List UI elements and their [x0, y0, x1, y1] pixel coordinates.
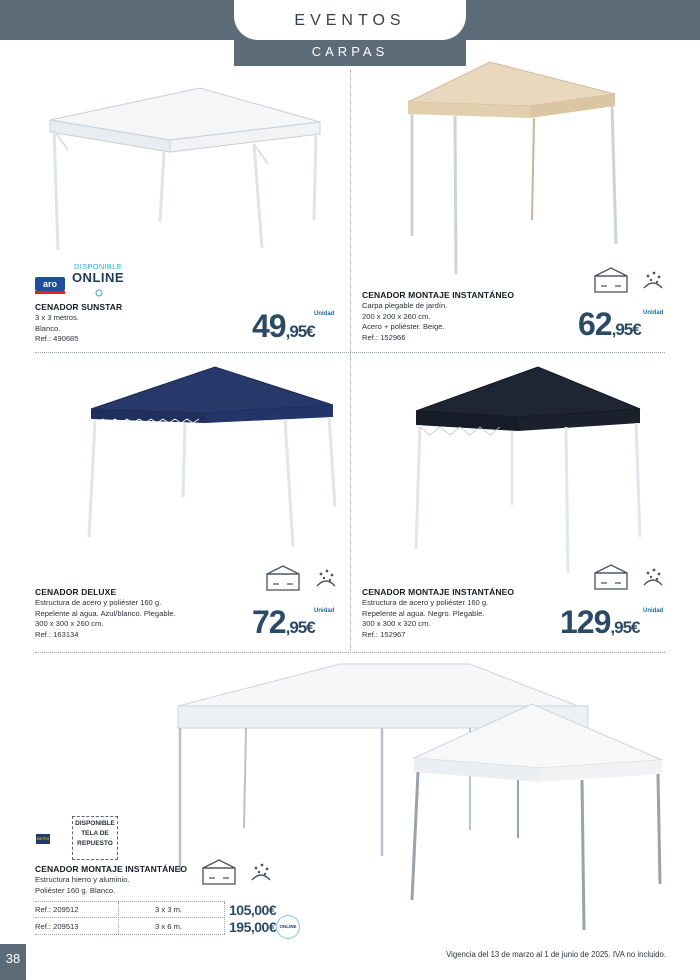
product-price — [252, 308, 315, 345]
desc-line: Estructura de acero y poliéster 160 g. — [362, 598, 489, 607]
product-desc — [35, 875, 130, 896]
pin-icon — [94, 289, 104, 297]
price-decimal: ,95€ — [285, 322, 315, 341]
price-decimal: ,95€ — [610, 618, 640, 637]
table-rule — [35, 901, 225, 902]
product-name: CENADOR SUNSTAR — [35, 302, 123, 312]
product-price — [252, 604, 315, 641]
online-badge — [70, 262, 126, 284]
product-desc — [35, 598, 176, 640]
desc-line: Repelente al agua. Negro. Plegable. — [362, 608, 485, 618]
gazebo-black-image — [408, 365, 648, 577]
desc-line: Blanco. — [35, 323, 61, 333]
desc-line: Carpa plegable de jardín. — [362, 301, 448, 310]
desc-line: 300 x 300 x 320 cm. — [362, 619, 431, 628]
mini-online-badge: ONLINE — [276, 915, 300, 939]
online-badge-bottom: ONLINE — [71, 270, 125, 285]
gazebo-outline-icon — [592, 266, 630, 296]
variant-ref: Ref.: 209513 — [35, 922, 79, 931]
desc-line: 300 x 300 x 260 cm. — [35, 619, 104, 628]
column-divider — [350, 70, 351, 650]
replacement-fabric-stamp — [72, 816, 118, 860]
water-repellent-icon — [640, 270, 666, 296]
price-integer: 62 — [578, 306, 612, 342]
product-name: CENADOR MONTAJE INSTANTÁNEO — [362, 587, 515, 597]
desc-line: Acero + poliéster. Beige. — [362, 322, 445, 331]
validity-note: Vigencia del 13 de marzo al 1 de junio de 2025. IVA no incluido. — [446, 950, 666, 959]
table-rule — [35, 934, 225, 935]
stamp-line: TELA DE — [81, 830, 109, 837]
gazebo-outline-icon — [592, 563, 630, 593]
aro-brand-logo: aro — [35, 277, 65, 291]
price-integer: 72 — [252, 604, 286, 640]
water-repellent-icon — [248, 862, 274, 888]
stamp-line: REPUESTO — [77, 840, 113, 847]
desc-line: Ref.: 152966 — [362, 332, 406, 342]
desc-line: Repelente al agua. Azul/blanco. Plegable. — [35, 608, 176, 618]
price-unit: Unidad — [643, 310, 664, 316]
gazebo-beige-image — [400, 60, 630, 280]
desc-line: Estructura hierro y aluminio. — [35, 875, 130, 884]
price-integer: 49 — [252, 308, 286, 344]
online-badge-top: DISPONIBLE — [73, 262, 122, 271]
product-name: CENADOR DELUXE — [35, 587, 117, 597]
section-title: EVENTOS — [294, 12, 406, 29]
product-price — [578, 306, 641, 343]
gazebo-blue-image — [85, 365, 340, 550]
price-unit: Unidad — [314, 608, 335, 614]
price-decimal: ,95€ — [611, 320, 641, 339]
desc-line: Poliéster 160 g. Blanco. — [35, 885, 116, 895]
variant-price: 105,00€ — [229, 902, 277, 918]
row-divider — [35, 652, 665, 653]
table-col-divider — [118, 902, 119, 934]
gazebo-outline-icon — [200, 858, 238, 888]
desc-line: Ref.: 152967 — [362, 629, 406, 639]
stamp-line: DISPONIBLE — [75, 820, 115, 827]
table-rule — [35, 917, 225, 918]
product-desc — [362, 301, 447, 343]
variant-size: 3 x 6 m. — [155, 922, 183, 931]
product-price — [560, 604, 639, 641]
desc-line: 200 x 200 x 260 cm. — [362, 311, 431, 321]
table-col-divider — [224, 902, 225, 934]
water-repellent-icon — [640, 567, 666, 593]
product-desc — [35, 313, 79, 345]
gazebo-white-image — [40, 80, 330, 260]
variant-price: 195,00€ — [229, 919, 277, 935]
gazebo-outline-icon — [264, 564, 302, 594]
metro-brand-logo: METRO — [36, 834, 50, 844]
desc-line: 3 x 3 metros. — [35, 313, 79, 322]
product-name: CENADOR MONTAJE INSTANTÁNEO — [362, 290, 515, 300]
desc-line: Ref.: 490685 — [35, 334, 79, 343]
desc-line: Estructura de acero y poliéster 160 g. — [35, 598, 162, 607]
price-decimal: ,95€ — [285, 618, 315, 637]
water-repellent-icon — [313, 568, 339, 594]
price-unit: Unidad — [314, 311, 335, 317]
desc-line: Ref.: 163134 — [35, 629, 79, 639]
page-number: 38 — [0, 944, 26, 980]
price-integer: 129 — [560, 604, 611, 640]
product-name: CENADOR MONTAJE INSTANTÁNEO — [35, 864, 188, 874]
price-unit: Unidad — [643, 608, 664, 614]
variant-size: 3 x 3 m. — [155, 905, 183, 914]
subsection-title: CARPAS — [311, 44, 389, 59]
product-desc — [362, 598, 488, 640]
aro-brand-strip — [35, 291, 65, 294]
variant-ref: Ref.: 209512 — [35, 905, 79, 914]
row-divider — [35, 352, 665, 353]
gazebo-large-white-image — [170, 660, 670, 940]
